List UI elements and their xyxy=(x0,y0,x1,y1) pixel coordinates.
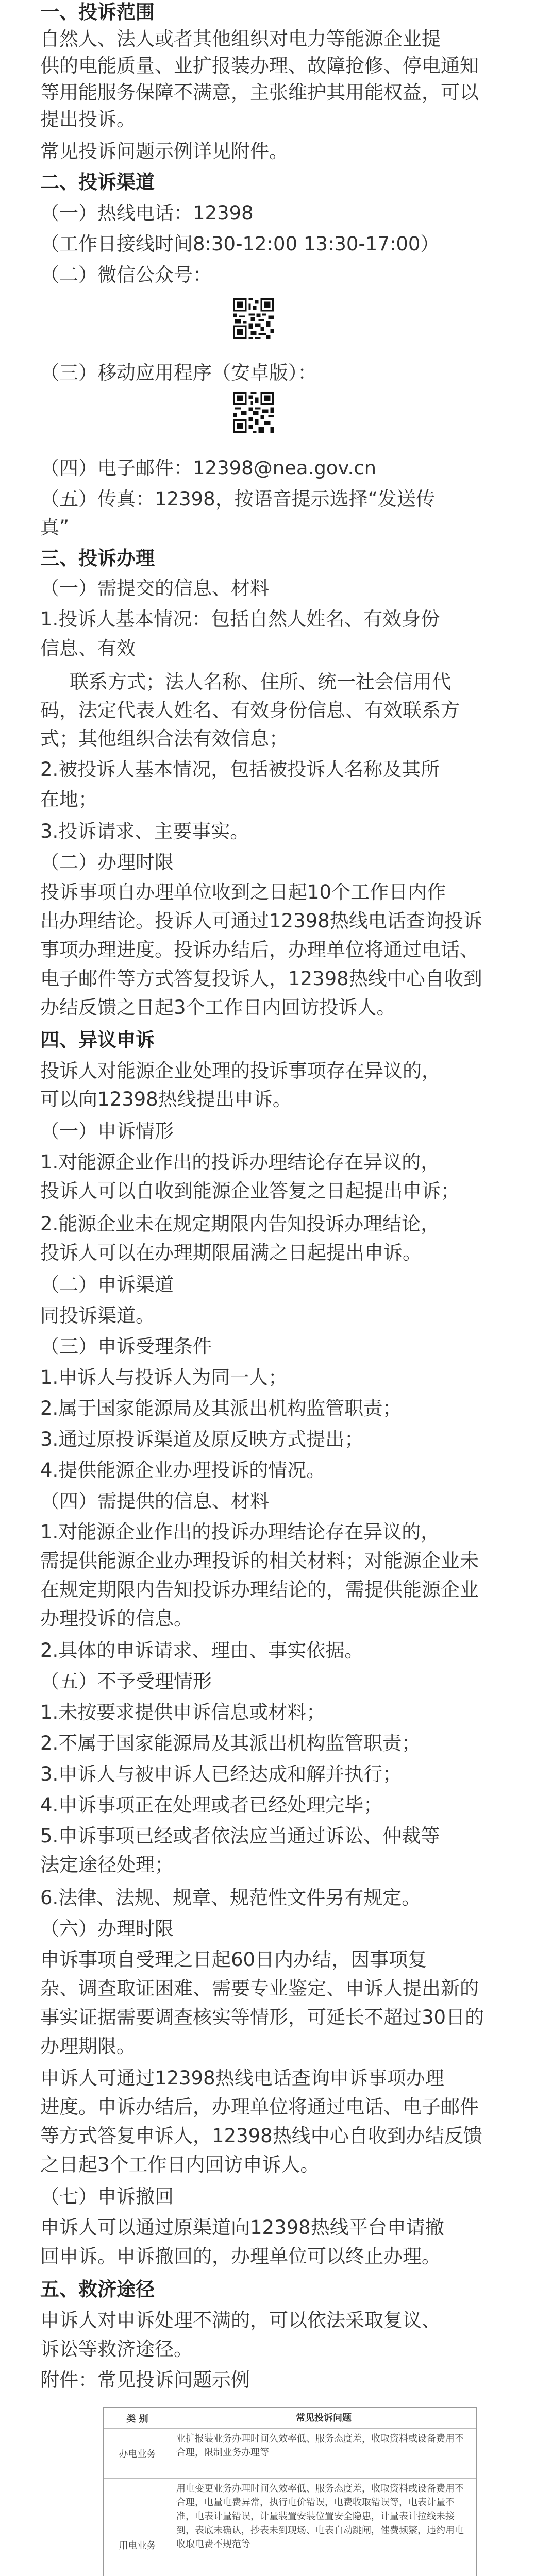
paragraph-line: （四）需提供的信息、材料 xyxy=(40,1490,269,1512)
paragraph-line: 真” xyxy=(40,516,70,538)
paragraph-line: （二）申诉渠道 xyxy=(40,1274,174,1296)
paragraph-line: 出办理结论。投诉人可通过12398热线电话查询投诉 xyxy=(40,910,482,932)
paragraph-line: 杂、调查取证困难、需要专业鉴定、申诉人提出新的 xyxy=(40,1977,479,1999)
paragraph-line: 投诉人可以在办理期限届满之日起提出申诉。 xyxy=(40,1242,422,1264)
paragraph-line: 6.法律、法规、规章、规范性文件另有规定。 xyxy=(40,1887,421,1909)
section-heading: 三、投诉办理 xyxy=(40,547,155,569)
paragraph-line: 联系方式；法人名称、住所、统一社会信用代 xyxy=(70,671,451,693)
table-cell-issues: 业扩报装业务办理时间久效率低、服务态度差，收取资料或设备费用不合理，限制业务办理等 xyxy=(176,2433,464,2458)
complaint-examples-table xyxy=(103,2407,477,2576)
section-heading: 一、投诉范围 xyxy=(40,1,155,23)
paragraph-line: 办结反馈之日起3个工作日内回访投诉人。 xyxy=(40,996,396,1019)
paragraph-line: 办理期限。 xyxy=(40,2035,136,2057)
paragraph-line: 1.未按要求提供申诉信息或材料； xyxy=(40,1701,326,1723)
paragraph-line: 供的电能质量、业扩报装办理、故障抢修、停电通知 xyxy=(40,55,479,77)
paragraph-line: 1.对能源企业作出的投诉办理结论存在异议的， xyxy=(40,1521,440,1543)
table-cell-issues: 用电变更业务办理时间久效率低、服务态度差，收取资料或设备费用不合理，电量电费异常，执行电价错误，电费收取错误等，电表计量不准，电表计量错误，计量装置安装位置安全隐患，计量表计拉线未接到，表底未确认，抄表未到现场、电表自动跳闸，催费频繁，违约用电收取电费不规范等 xyxy=(176,2483,464,2550)
paragraph-line: 申诉人对申诉处理不满的，可以依法采取复议、 xyxy=(40,2309,441,2331)
paragraph-line: 1.申诉人与投诉人为同一人； xyxy=(40,1366,288,1388)
paragraph-line: 需提供能源企业办理投诉的相关材料；对能源企业未 xyxy=(40,1550,479,1572)
paragraph-line: （七）申诉撤回 xyxy=(40,2185,174,2208)
paragraph-line: 2.具体的申诉请求、理由、事实依据。 xyxy=(40,1639,364,1662)
paragraph-line: （三）移动应用程序（安卓版）： xyxy=(40,362,317,384)
paragraph-line: 在规定期限内告知投诉办理结论的，需提供能源企业 xyxy=(40,1579,479,1601)
paragraph-line: 常见投诉问题示例详见附件。 xyxy=(40,140,288,162)
paragraph-line: 4.申诉事项正在处理或者已经处理完毕； xyxy=(40,1794,383,1816)
table-header-issues: 常见投诉问题 xyxy=(296,2413,352,2424)
paragraph-line: 电子邮件等方式答复投诉人，12398热线中心自收到 xyxy=(40,968,482,990)
paragraph-line: 提出投诉。 xyxy=(40,108,136,130)
paragraph-line: 3.申诉人与被申诉人已经达成和解并执行； xyxy=(40,1763,402,1785)
wechat-qr-code-icon xyxy=(233,298,274,339)
table-header-row xyxy=(104,2408,476,2428)
paragraph-line: （一）需提交的信息、材料 xyxy=(40,577,269,599)
attachment-title: 附件：常见投诉问题示例 xyxy=(40,2369,250,2391)
paragraph-line: （二）办理时限 xyxy=(40,851,174,873)
paragraph-line: 1.投诉人基本情况：包括自然人姓名、有效身份 xyxy=(40,608,440,630)
paragraph-line: 2.能源企业未在规定期限内告知投诉办理结论， xyxy=(40,1213,440,1235)
paragraph-line: 事项办理进度。投诉办结后，办理单位将通过电话、 xyxy=(40,939,479,961)
paragraph-line: 申诉事项自受理之日起60日内办结，因事项复 xyxy=(40,1948,427,1971)
paragraph-line: 同投诉渠道。 xyxy=(40,1304,155,1327)
table-cell-category: 用电业务 xyxy=(104,2479,171,2576)
table-row xyxy=(104,2478,476,2576)
paragraph-line: 码，法定代表人姓名、有效身份信息、有效联系方 xyxy=(40,699,460,721)
paragraph-line: 申诉人可通过12398热线电话查询申诉事项办理 xyxy=(40,2067,444,2089)
paragraph-line: 1.对能源企业作出的投诉办理结论存在异议的， xyxy=(40,1151,440,1173)
paragraph-line: 诉讼等救济途径。 xyxy=(40,2338,193,2360)
paragraph-line: 式；其他组织合法有效信息； xyxy=(40,727,288,750)
paragraph-line: 投诉事项自办理单位收到之日起10个工作日内作 xyxy=(40,881,446,903)
paragraph-line: 法定途径处理； xyxy=(40,1854,174,1876)
paragraph-line: 事实证据需要调查核实等情形，可延长不超过30日的 xyxy=(40,2006,484,2028)
paragraph-line: （五）不予受理情形 xyxy=(40,1670,212,1692)
paragraph-line: 申诉人可以通过原渠道向12398热线平台申请撤 xyxy=(40,2216,444,2239)
paragraph-line: 信息、有效 xyxy=(40,637,136,659)
paragraph-line: 回申诉。申诉撤回的，办理单位可以终止办理。 xyxy=(40,2245,441,2267)
table-header-category: 类 别 xyxy=(104,2408,171,2428)
paragraph-line: 自然人、法人或者其他组织对电力等能源企业提 xyxy=(40,28,441,50)
paragraph-line: 等方式答复申诉人，12398热线中心自收到办结反馈 xyxy=(40,2125,482,2147)
paragraph-line: 投诉人可以自收到能源企业答复之日起提出申诉； xyxy=(40,1180,460,1202)
section-heading: 四、异议申诉 xyxy=(40,1029,155,1051)
paragraph-line: （五）传真：12398，按语音提示选择“发送传 xyxy=(40,488,435,510)
paragraph-line: 投诉人对能源企业处理的投诉事项存在异议的， xyxy=(40,1060,441,1082)
paragraph-line: 等用能服务保障不满意，主张维护其用能权益，可以 xyxy=(40,81,479,104)
section-heading: 五、救济途径 xyxy=(40,2278,155,2300)
paragraph-line: （一）申诉情形 xyxy=(40,1120,174,1142)
paragraph-line: （三）申诉受理条件 xyxy=(40,1335,212,1358)
paragraph-line: （六）办理时限 xyxy=(40,1918,174,1940)
paragraph-line: 可以向12398热线提出申诉。 xyxy=(40,1088,292,1110)
paragraph-line: 5.申诉事项已经或者依法应当通过诉讼、仲裁等 xyxy=(40,1825,440,1847)
paragraph-line: 4.提供能源企业办理投诉的情况。 xyxy=(40,1459,326,1481)
paragraph-line: （工作日接线时间8:30-12:00 13:30-17:00） xyxy=(40,233,440,255)
paragraph-line: 2.属于国家能源局及其派出机构监管职责； xyxy=(40,1397,402,1419)
section-heading: 二、投诉渠道 xyxy=(40,171,155,193)
paragraph-line: 2.不属于国家能源局及其派出机构监管职责； xyxy=(40,1732,421,1754)
paragraph-line: 进度。申诉办结后，办理单位将通过电话、电子邮件 xyxy=(40,2096,479,2118)
table-row xyxy=(104,2428,476,2478)
paragraph-line: 办理投诉的信息。 xyxy=(40,1607,193,1630)
paragraph-line: 2.被投诉人基本情况，包括被投诉人名称及其所 xyxy=(40,758,440,781)
paragraph-line: 之日起3个工作日内回访申诉人。 xyxy=(40,2154,320,2176)
paragraph-line: （四）电子邮件：12398@nea.gov.cn xyxy=(40,457,377,479)
app-qr-code-icon xyxy=(233,392,274,433)
paragraph-line: （一）热线电话：12398 xyxy=(40,202,254,224)
paragraph-line: 在地； xyxy=(40,788,97,810)
paragraph-line: （二）微信公众号： xyxy=(40,264,212,286)
paragraph-line: 3.通过原投诉渠道及原反映方式提出； xyxy=(40,1428,364,1450)
table-cell-category: 办电业务 xyxy=(104,2429,171,2478)
paragraph-line: 3.投诉请求、主要事实。 xyxy=(40,820,249,842)
